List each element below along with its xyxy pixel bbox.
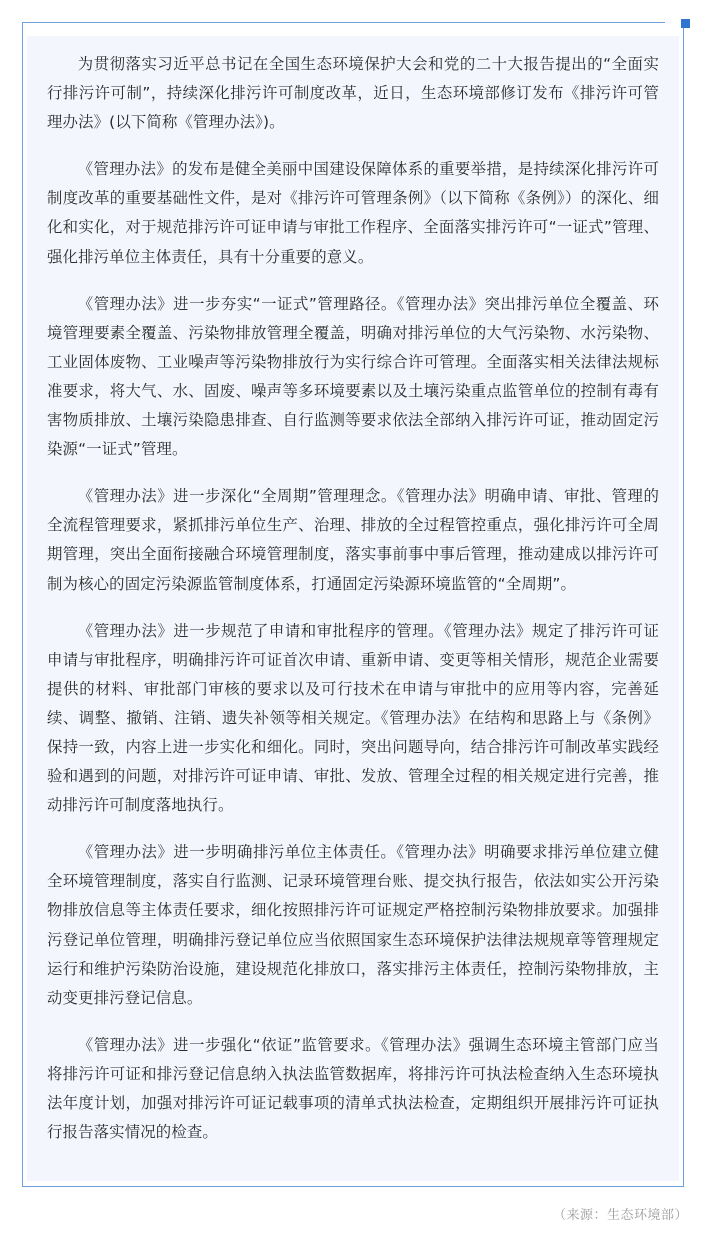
article-paragraph-1: 为贯彻落实习近平总书记在全国生态环境保护大会和党的二十大报告提出的“全面实行排污许可制”，持续深化排污许可制度改革，近日，生态环境部修订发布《排污许可管理办法》(以下简称《管理办法》)。 [47, 55, 659, 132]
source-attribution: （来源：生态环境部） [552, 1208, 688, 1223]
article-paragraph-4: 《管理办法》进一步深化“全周期”管理理念。《管理办法》明确申请、审批、管理的全流程管理要求，紧抓排污单位生产、治理、排放的全过程管控重点，强化排污许可全周期管理，突出全面衔接融合环境管理制度，落实事前事中事后管理，推动建成以排污许可制为核心的固定污染源监管制度体系，打通固定污染源环境监管的“全周期”。 [47, 487, 659, 593]
article-paragraph-7: 《管理办法》进一步强化“依证”监管要求。《管理办法》强调生态环境主管部门应当将排污许可证和排污登记信息纳入执法监管数据库，将排污许可执法检查纳入生态环境执法年度计划，加强对排污许可证记载事项的清单式执法检查，定期组织开展排污许可证执行报告落实情况的检查。 [47, 1035, 659, 1142]
article-paragraph-2: 《管理办法》的发布是健全美丽中国建设保障体系的重要举措，是持续深化排污许可制度改革的重要基础性文件，是对《排污许可管理条例》（以下简称《条例》）的深化、细化和实化，对于规范排污许可证申请与审批工作程序、全面落实排污许可“一证式”管理、强化排污单位主体责任，具有十分重要的意义。 [47, 160, 659, 266]
article-paragraph-5: 《管理办法》进一步规范了申请和审批程序的管理。《管理办法》规定了排污许可证申请与审批程序，明确排污许可证首次申请、重新申请、变更等相关情形，规范企业需要提供的材料、审批部门审核的要求以及可行技术在申请与审批中的应用等内容，完善延续、调整、撤销、注销、遗失补领等相关规定。《管理办法》在结构和思路上与《条例》保持一致，内容上进一步实化和细化。同时，突出问题导向，结合排污许可制改革实践经验和遇到的问题，对排污许可证申请、审批、发放、管理全过程的相关规定进行完善，推动排污许可制度落地执行。 [47, 621, 659, 815]
article-content-box [27, 36, 679, 1181]
corner-square-decoration [681, 19, 690, 28]
article-paragraph-6: 《管理办法》进一步明确排污单位主体责任。《管理办法》明确要求排污单位建立健全环境管理制度，落实自行监测、记录环境管理台账、提交执行报告，依法如实公开污染物排放信息等主体责任要求，细化按照排污许可证规定严格控制污染物排放要求。加强排污登记单位管理，明确排污登记单位应当依照国家生态环境保护法律法规规章等管理规定运行和维护污染防治设施，建设规范化排放口，落实排污主体责任，控制污染物排放，主动变更排污登记信息。 [47, 843, 659, 1007]
frame-corner-gap [665, 20, 681, 24]
article-paragraph-3: 《管理办法》进一步夯实“一证式”管理路径。《管理办法》突出排污单位全覆盖、环境管理要素全覆盖、污染物排放管理全覆盖，明确对排污单位的大气污染物、水污染物、工业固体废物、工业噪声等污染物排放行为实行综合许可管理。全面落实相关法律法规标准要求，将大气、水、固废、噪声等多环境要素以及土壤污染重点监管单位的控制有毒有害物质排放、土壤污染隐患排查、自行监测等要求依法全部纳入排污许可证，推动固定污染源“一证式”管理。 [47, 294, 659, 459]
